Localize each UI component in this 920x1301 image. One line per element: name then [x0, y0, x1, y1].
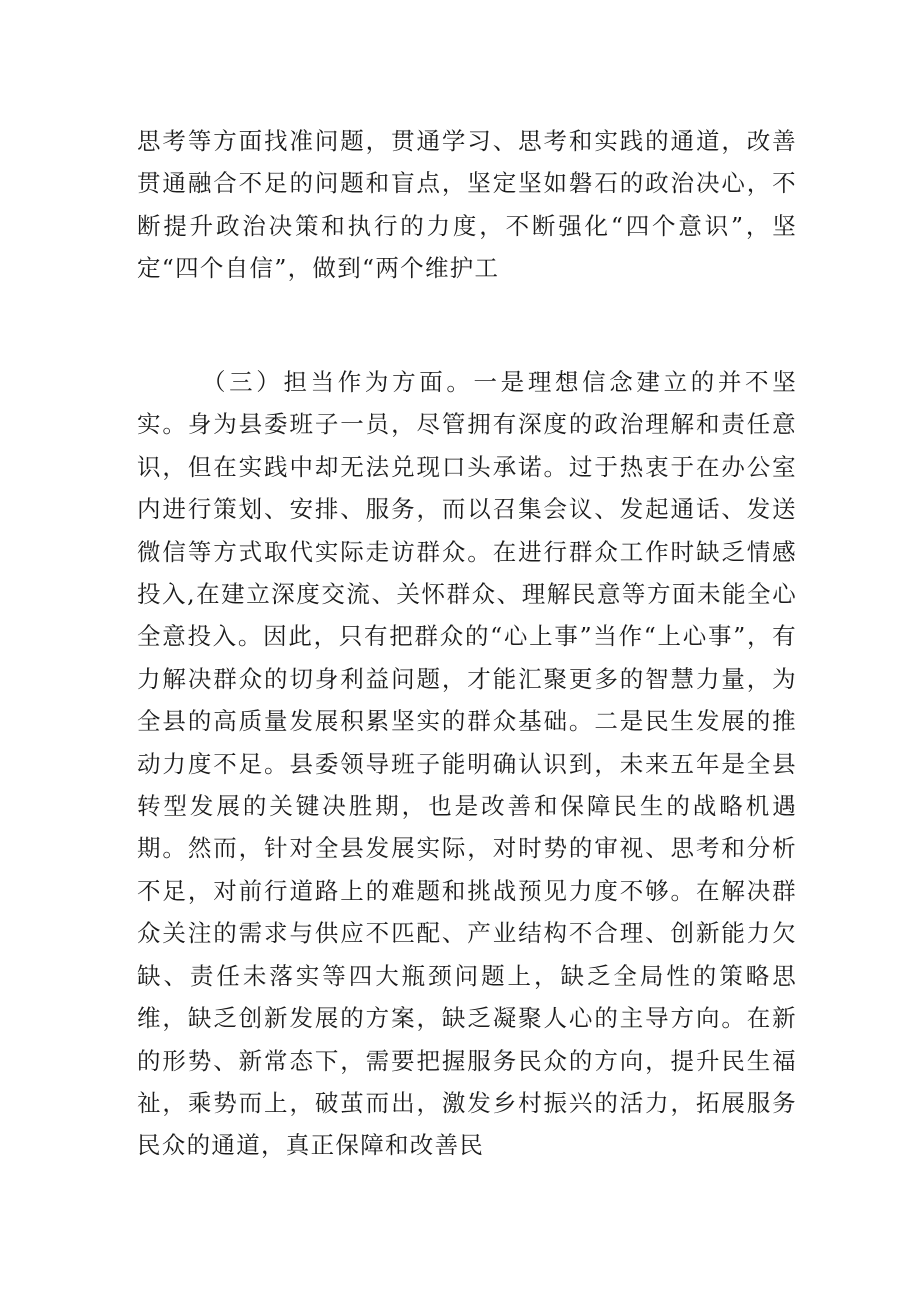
paragraph-section-three: （三）担当作为方面。一是理想信念建立的并不坚实。身为县委班子一员，尽管拥有深度的政治理解和责任意识，但在实践中却无法兑现口头承诺。过于热衷于在办公室内进行策划、安排、服务，而以召集会议、发起通话、发送微信等方式取代实际走访群众。在进行群众工作时缺乏情感投入,在建立深度交流、关怀群众、理解民意等方面未能全心全意投入。因此，只有把群众的“心上事”当作“上心事”，有力解决群众的切身利益问题，才能汇聚更多的智慧力量，为全县的高质量发展积累坚实的群众基础。二是民生发展的推动力度不足。县委领导班子能明确认识到，未来五年是全县转型发展的关键决胜期，也是改善和保障民生的战略机遇期。然而，针对全县发展实际，对时势的审视、思考和分析不足，对前行道路上的难题和挑战预见力度不够。在解决群众关注的需求与供应不匹配、产业结构不合理、创新能力欠缺、责任未落实等四大瓶颈问题上，缺乏全局性的策略思维，缺乏创新发展的方案，缺乏凝聚人心的主导方向。在新的形势、新常态下，需要把握服务民众的方向，提升民生福祉，乘势而上，破茧而出，激发乡村振兴的活力，拓展服务民众的通道，真正保障和改善民 — [137, 368, 797, 1160]
paragraph-continuation: 思考等方面找准问题，贯通学习、思考和实践的通道，改善贯通融合不足的问题和盲点，坚定坚如磐石的政治决心，不断提升政治决策和执行的力度，不断强化“四个意识”，坚定“四个自信”，做到“两个维护工 — [137, 127, 797, 283]
